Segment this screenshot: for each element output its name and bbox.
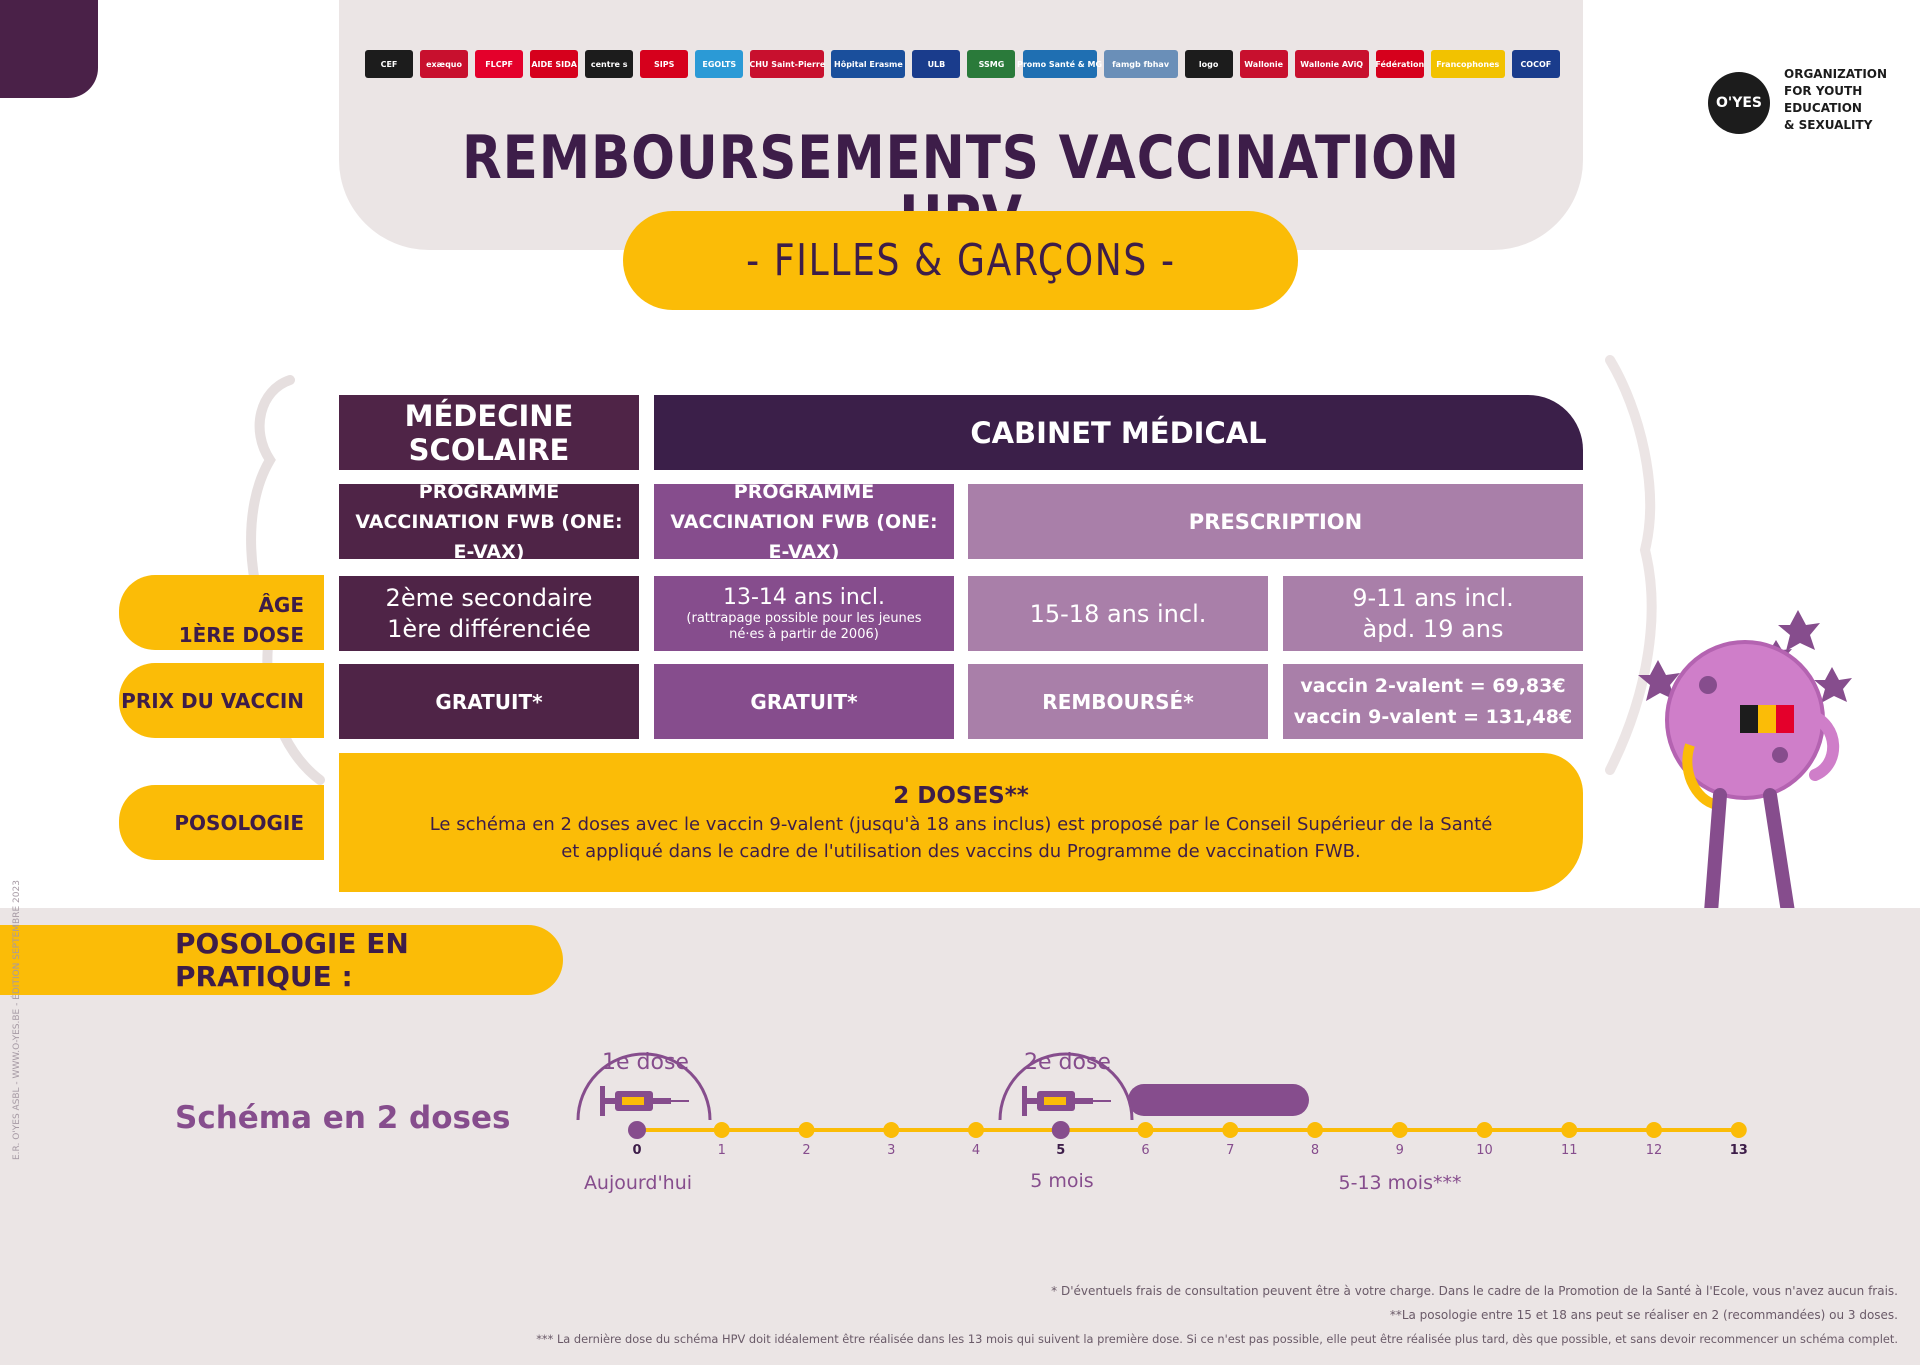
corner-decoration	[0, 0, 98, 98]
column-header-cabinet	[654, 395, 1583, 470]
page-title: REMBOURSEMENTS VACCINATION	[462, 123, 1460, 193]
syringe-icon	[1022, 1086, 1111, 1116]
virus-mascot-illustration	[1620, 605, 1860, 935]
row-label-posology-text: POSOLOGIE	[174, 810, 304, 835]
partner-logo: Hôpital Erasme	[831, 50, 905, 78]
month-tick-label: 7	[1226, 1143, 1235, 1158]
partner-logo: Promo Santé & MG	[1023, 50, 1097, 78]
oyes-tagline	[1784, 66, 1894, 134]
syringe-icon	[600, 1086, 689, 1116]
price-prescription-b-line: vaccin 9-valent = 131,48€	[1293, 705, 1573, 728]
age-prescription-b-line: àpd. 19 ans	[1362, 614, 1504, 643]
row-label-age-line: ÂGE	[258, 593, 304, 617]
month-tick-label: 8	[1310, 1143, 1320, 1158]
month-tick-1	[714, 1122, 730, 1138]
price-program-text: GRATUIT*	[750, 689, 858, 714]
price-school-text: GRATUIT*	[435, 689, 543, 714]
footnote-3: *** La dernière dose du schéma HPV doit idéalement être réalisée dans les 13 mois qui suivent la première dose. Si ce n'est pas possible, elle peut être réalisée plus tard, dès que possible, et sans devoir recommencer un schéma complet.	[536, 1332, 1898, 1346]
month-tick-4	[968, 1122, 984, 1138]
caption-today: Aujourd'hui	[583, 1172, 693, 1194]
partner-logo: SIPS	[640, 50, 688, 78]
price-cell-prescription-a	[968, 664, 1268, 739]
month-tick-10	[1477, 1122, 1493, 1138]
month-tick-label: 12	[1645, 1143, 1663, 1158]
month-tick-12	[1646, 1122, 1662, 1138]
month-tick-label: 2	[802, 1143, 811, 1158]
partner-logo-strip	[365, 44, 1560, 84]
partner-logo: CHU Saint-Pierre	[750, 50, 824, 78]
oyes-bubble: O'YES	[1708, 72, 1770, 134]
partner-logo: EGOLTS	[695, 50, 743, 78]
posology-title: 2 DOSES**	[893, 782, 1029, 809]
row-label-price-text: PRIX DU VACCIN	[121, 688, 304, 713]
oyes-tagline-line: FOR YOUTH	[1784, 84, 1863, 98]
month-tick-label: 9	[1395, 1143, 1404, 1158]
column-header-cabinet-label: CABINET MÉDICAL	[970, 415, 1267, 450]
row-label-price	[119, 663, 324, 738]
partner-logo: centre s	[585, 50, 633, 78]
month-tick-label: 3	[887, 1143, 896, 1158]
subheader-prescription-label: PRESCRIPTION	[1188, 509, 1363, 534]
partner-logo: SSMG	[967, 50, 1015, 78]
age-school-line: 2ème secondaire	[385, 583, 593, 612]
schema-label: Schéma en 2 doses	[175, 1100, 511, 1136]
age-prescription-a-text: 15-18 ans incl.	[1029, 599, 1207, 628]
partner-logo: COCOF	[1512, 50, 1560, 78]
column-header-school-label: MÉDECINE SCOLAIRE	[404, 398, 574, 467]
partner-logo: Fédération	[1376, 50, 1424, 78]
month-tick-label: 11	[1560, 1143, 1578, 1158]
age-cell-school	[339, 576, 639, 651]
row-label-age	[119, 575, 324, 650]
footnote-2: **La posologie entre 15 et 18 ans peut se réaliser en 2 (recommandées) ou 3 doses.	[1389, 1308, 1898, 1322]
oyes-tagline-line: ORGANIZATION	[1784, 67, 1888, 81]
month-tick-0	[628, 1121, 646, 1139]
practice-heading: POSOLOGIE EN PRATIQUE :	[175, 927, 409, 993]
month-tick-label: 10	[1476, 1143, 1493, 1158]
month-tick-label: 4	[971, 1143, 981, 1158]
partner-logo: Wallonie	[1240, 50, 1288, 78]
dose-2-label: 2e dose	[1024, 1050, 1111, 1075]
age-program-note: (rattrapage possible pour les jeunes né·es à partir de 2006)	[686, 610, 922, 642]
row-label-posology	[119, 785, 324, 860]
month-tick-11	[1561, 1122, 1577, 1138]
posology-text-line: et appliqué dans le cadre de l'utilisation des vaccins du Programme de vaccination FWB.	[561, 840, 1361, 862]
practice-heading-pill	[0, 925, 563, 995]
month-tick-5	[1052, 1121, 1070, 1139]
price-prescription-a-text: REMBOURSÉ*	[1042, 689, 1194, 714]
side-credit: E.R. O'YES ASBL - WWW.O-YES.BE - ÉDITION SEPTEMBRE 2023	[12, 880, 22, 1160]
subtitle-pill	[623, 211, 1298, 310]
caption-five-months: 5 mois	[1030, 1170, 1094, 1192]
partner-logo: CEF	[365, 50, 413, 78]
subheader-program-school	[339, 480, 639, 563]
dose-timeline	[560, 1030, 1760, 1150]
month-tick-13	[1731, 1122, 1747, 1138]
price-cell-prescription-b	[1283, 664, 1583, 739]
partner-logo: FLCPF	[475, 50, 523, 78]
subheader-program-cabinet	[654, 480, 954, 563]
price-cell-school	[339, 664, 639, 739]
month-tick-3	[883, 1122, 899, 1138]
page-subtitle: - FILLES & GARÇONS -	[745, 235, 1176, 286]
month-tick-7	[1222, 1122, 1238, 1138]
month-tick-label: 6	[1141, 1143, 1150, 1158]
oyes-logo	[1708, 66, 1888, 146]
partner-logo: AIDE SIDA	[530, 50, 578, 78]
caption-range: 5-13 mois***	[1338, 1172, 1462, 1194]
row-label-age-line: 1ÈRE DOSE	[178, 623, 304, 647]
price-prescription-b-line: vaccin 2-valent = 69,83€	[1300, 674, 1566, 697]
month-tick-label: 1	[717, 1143, 726, 1158]
subheader-program-school-label: PROGRAMME VACCINATION FWB (ONE: E-VAX)	[355, 480, 623, 563]
age-school-line: 1ère différenciée	[387, 614, 591, 643]
month-tick-2	[799, 1122, 815, 1138]
partner-logo: ULB	[912, 50, 960, 78]
price-cell-program	[654, 664, 954, 739]
dose-1-label: 1e dose	[602, 1050, 689, 1075]
age-prescription-b-line: 9-11 ans incl.	[1352, 583, 1514, 612]
partner-logo: logo	[1185, 50, 1233, 78]
posology-box	[339, 753, 1583, 892]
oyes-tagline-line: EDUCATION	[1784, 101, 1862, 115]
oyes-tagline-line: & SEXUALITY	[1784, 118, 1873, 132]
subheader-prescription	[968, 484, 1583, 559]
footnote-1: * D'éventuels frais de consultation peuvent être à votre charge. Dans le cadre de la Promotion de la Santé à l'Ecole, vous n'avez aucun frais.	[1051, 1284, 1898, 1298]
subheader-program-cabinet-label: PROGRAMME VACCINATION FWB (ONE: E-VAX)	[670, 480, 938, 563]
age-cell-prescription-b	[1283, 576, 1583, 651]
posology-text-line: Le schéma en 2 doses avec le vaccin 9-valent (jusqu'à 18 ans inclus) est proposé par le Conseil Supérieur de la Santé	[429, 813, 1493, 835]
month-tick-label: 5	[1056, 1143, 1066, 1158]
month-tick-6	[1138, 1122, 1154, 1138]
age-program-main: 13-14 ans incl.	[722, 584, 886, 610]
dose-window-bar	[1128, 1084, 1309, 1116]
column-header-school	[339, 395, 639, 470]
month-tick-label: 0	[632, 1143, 642, 1158]
month-tick-8	[1307, 1122, 1323, 1138]
partner-logo: exæquo	[420, 50, 468, 78]
age-cell-program	[654, 576, 954, 651]
partner-logo: famgb fbhav	[1104, 50, 1178, 78]
partner-logo: Francophones	[1431, 50, 1505, 78]
month-tick-label: 13	[1729, 1143, 1748, 1158]
age-cell-prescription-a	[968, 576, 1268, 651]
partner-logo: Wallonie AViQ	[1295, 50, 1369, 78]
month-tick-9	[1392, 1122, 1408, 1138]
